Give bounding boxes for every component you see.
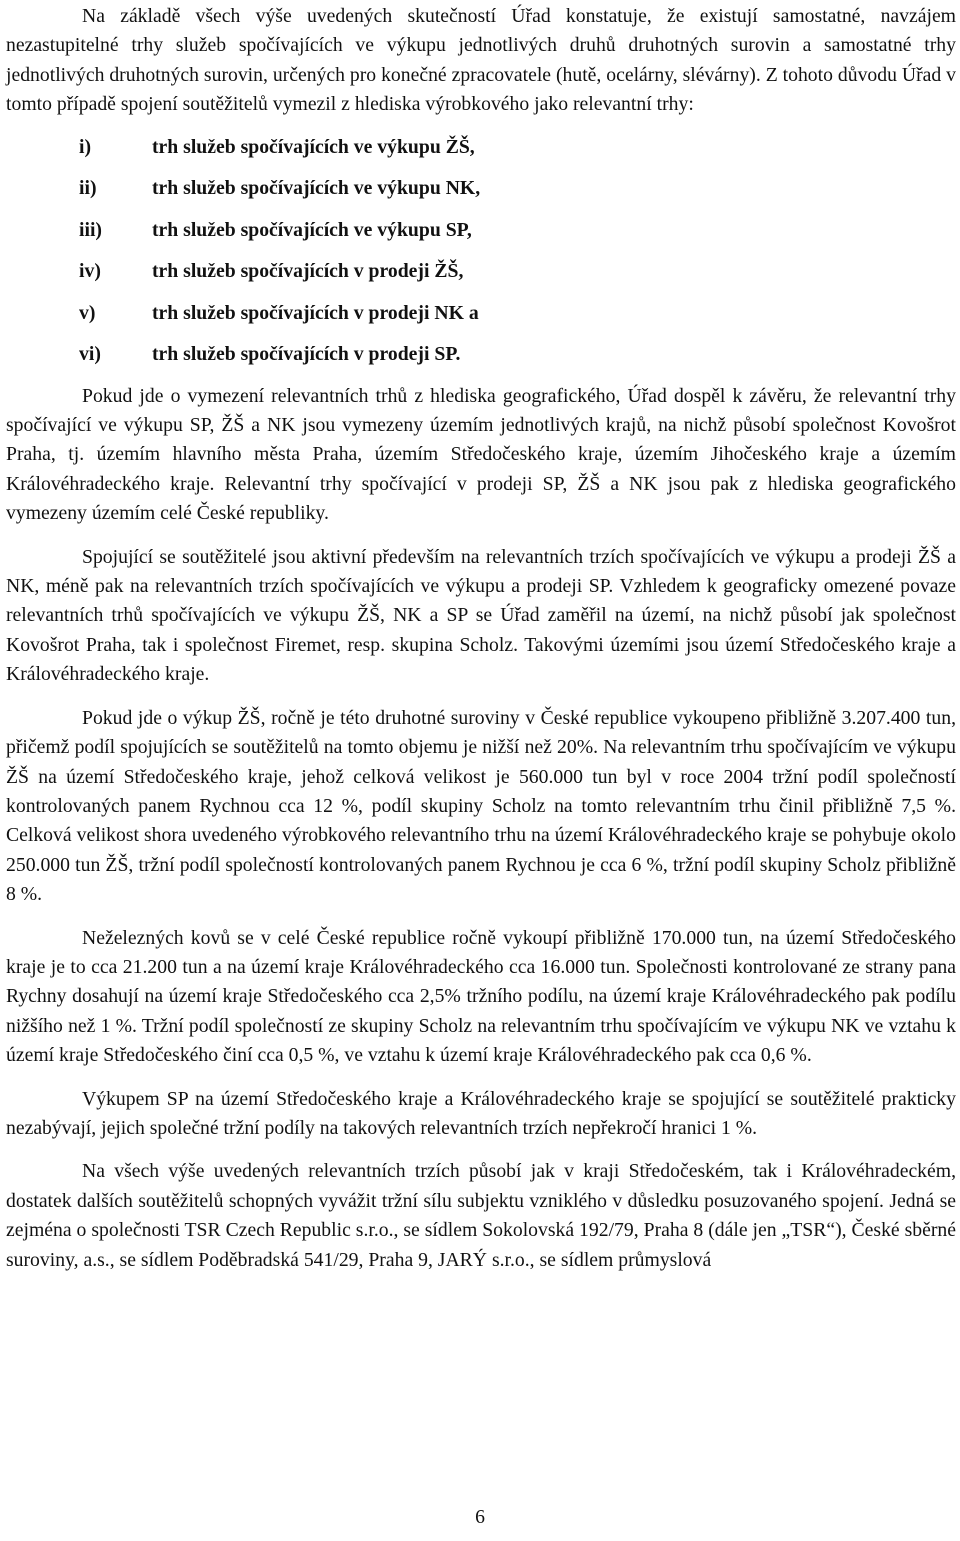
intro-paragraph: Na základě všech výše uvedených skutečností Úřad konstatuje, že existují samostatné, navzájem nezastupitelné trhy služeb spočívajících ve výkupu jednotlivých druhů druhotných surovin a samostatné trhy jednotlivých druhotných surovin, určených pro konečné zpracovatele (hutě, ocelárny, slévárny). Z tohoto důvodu Úřad v tomto případě spojení soutěžitelů vymezil z hlediska výrobkového jako relevantní trhy: [6,5,956,116]
list-item-number: vi) [79,343,101,366]
list-item [6,334,956,376]
list-item-number: iv) [79,260,101,283]
parties-activity-paragraph: Spojující se soutěžitelé jsou aktivní především na relevantních trzích spočívajících ve výkupu a prodeji ŽŠ a NK, méně pak na relevantních trzích spočívajících ve výkupu a prodeji SP. Vzhledem k geograficky omezené povaze relevantních trhů spočívajících ve výkupu ŽŠ, NK a SP se Úřad zaměřil na území, na nichž působí jak společnost Kovošrot Praha, tak i společnost Firemet, resp. skupina Scholz. Takovými územími jsou území Středočeského kraje a Královéhradeckého kraje. [6,545,956,686]
list-item-text: trh služeb spočívajících v prodeji SP. [152,343,461,366]
list-item [6,251,956,293]
list-item-text: trh služeb spočívajících v prodeji NK a [152,301,479,324]
steel-scrap-paragraph: Pokud jde o výkup ŽŠ, ročně je této druhotné suroviny v České republice vykoupeno přibližně 3.207.400 tun, přičemž podíl spojujících se soutěžitelů na tomto objemu je nižší než 20%. Na relevantním trhu spočívajícím ve výkupu ŽŠ na území Středočeského kraje, jehož celková velikost je 560.000 tun byl v roce 2004 tržní podíl společností kontrolovaných panem Rychnou cca 12 %, podíl skupiny Scholz na tomto relevantním trhu činil přibližně 7,5 %. Celková velikost shora uvedeného výrobkového relevantního trhu na území Královéhradeckého kraje se pohybuje okolo 250.000 tun ŽŠ, tržní podíl společností kontrolovaných panem Rychnou je cca 6 %, tržní podíl skupiny Scholz přibližně 8 %. [6,706,956,906]
list-item-text: trh služeb spočívajících v prodeji ŽŠ, [152,260,464,283]
page-number: 6 [475,1506,485,1528]
geographic-market-paragraph: Pokud jde o vymezení relevantních trhů z hlediska geografického, Úřad dospěl k závěru, že relevantní trhy spočívající ve výkupu SP, ŽŠ a NK jsou vymezeny územím jednotlivých krajů, na nichž působí společnost Kovošrot Praha, tj. územím hlavního města Praha, územím Středočeského kraje, územím Jihočeského kraje a územím Královéhradeckého kraje. Relevantní trhy spočívající v prodeji SP, ŽŠ a NK jsou pak z hlediska geografického vymezeny územím celé České republiky. [6,384,956,525]
list-item-text: trh služeb spočívajících ve výkupu NK, [152,177,481,200]
list-item-number: iii) [79,218,102,241]
relevant-markets-list [6,127,956,376]
list-item-number: i) [79,135,92,158]
list-item [6,293,956,335]
document-page [6,2,956,1275]
non-ferrous-paragraph: Neželezných kovů se v celé České republice ročně vykoupí přibližně 170.000 tun, na území Středočeského kraje je to cca 21.200 tun a na území kraje Královéhradeckého cca 16.000 tun. Společnosti kontrolované ze strany pana Rychny dosahují na území kraje Středočeského cca 2,5% tržního podílu, na území kraje Královéhradeckého pak podílu nižšího než 1 %. Tržní podíl společností ze skupiny Scholz na relevantním trhu spočívajícím ve výkupu NK ve vztahu k území kraje Středočeského činí cca 0,5 %, ve vztahu k území kraje Královéhradeckého pak cca 0,6 %. [6,926,956,1067]
list-item [6,127,956,169]
secondary-raw-paragraph: Výkupem SP na území Středočeského kraje a Královéhradeckého kraje se spojující se soutěžitelé prakticky nezabývají, jejich společné tržní podíly na takových relevantních trzích nepřekročí hranici 1 %. [6,1087,956,1139]
list-item-text: trh služeb spočívajících ve výkupu SP, [152,218,472,241]
list-item [6,210,956,252]
competitors-paragraph: Na všech výše uvedených relevantních trzích působí jak v kraji Středočeském, tak i Královéhradeckém, dostatek dalších soutěžitelů schopných vyvážit tržní sílu subjektu vzniklého v důsledku posuzovaného spojení. Jedná se zejména o společnosti TSR Czech Republic s.r.o., se sídlem Sokolovská 192/79, Praha 8 (dále jen „TSR“), České sběrné suroviny, a.s., se sídlem Poděbradská 541/29, Praha 9, JARÝ s.r.o., se sídlem průmyslová [6,1160,956,1271]
list-item-number: v) [79,301,96,324]
list-item-text: trh služeb spočívajících ve výkupu ŽŠ, [152,135,475,158]
list-item [6,168,956,210]
list-item-number: ii) [79,177,97,200]
